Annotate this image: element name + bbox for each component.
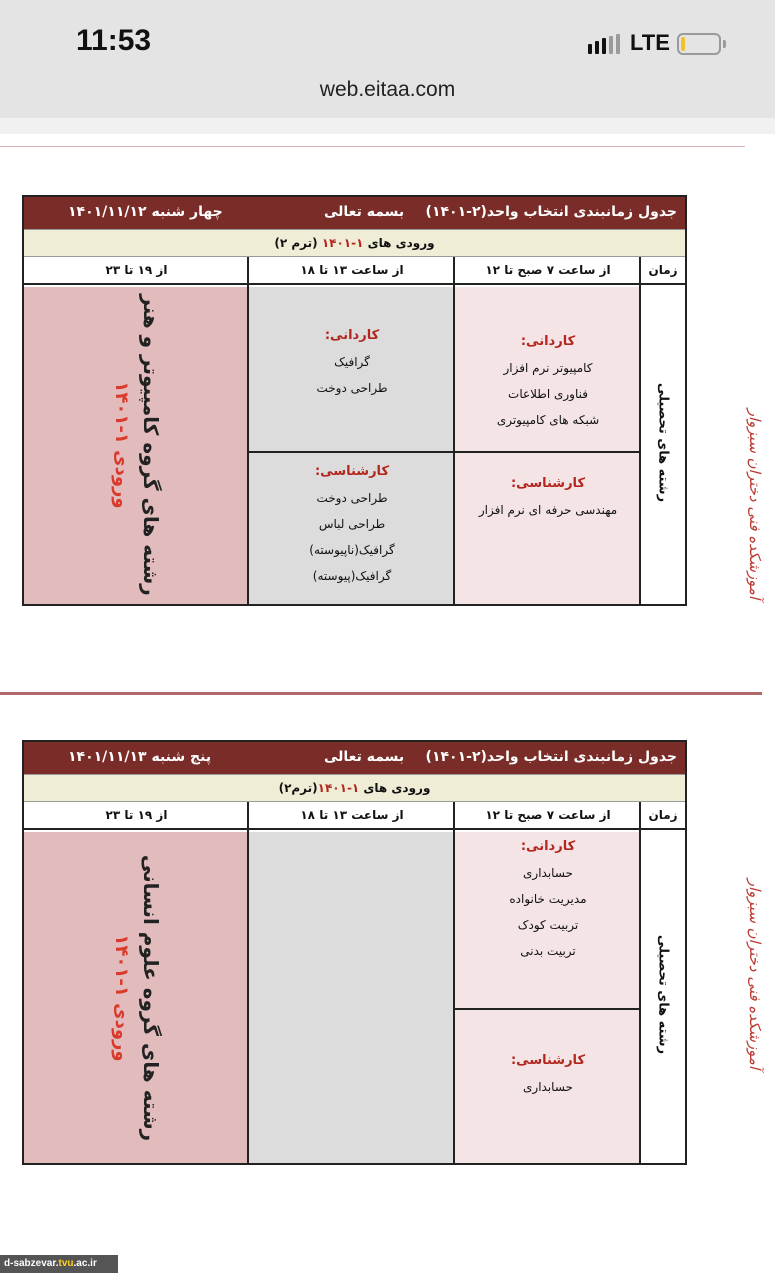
group-name: رشته های گروه علوم انسانی: [139, 854, 163, 1142]
schedule-subtitle: [24, 774, 685, 802]
site-footer-badge[interactable]: [0, 1255, 118, 1273]
col-afternoon-header: از ساعت ۱۳ تا ۱۸: [249, 802, 455, 830]
grid-line: [639, 802, 641, 1163]
schedule-table-2: [22, 740, 687, 1165]
grid-line: [249, 451, 641, 453]
cell-item: طراحی دوخت: [316, 381, 388, 395]
col-afternoon-header: از ساعت ۱۳ تا ۱۸: [249, 257, 455, 285]
clock: 11:53: [76, 24, 152, 57]
evening-cell: [24, 832, 249, 1163]
evening-cell: [24, 287, 249, 604]
battery-cap: [723, 40, 726, 48]
subtitle-suffix: (ترم ۲): [274, 236, 322, 250]
row-label-cell: [641, 287, 685, 604]
evening-group-label: [106, 285, 166, 605]
schedule-basmala: بسمه تعالی: [324, 749, 405, 765]
cell-item: گرافیک(پیوسته): [312, 569, 392, 583]
status-bar: [0, 0, 775, 118]
grid-line: [453, 802, 455, 1163]
cell-item: مدیریت خانواده: [509, 892, 587, 906]
network-type: LTE: [630, 30, 670, 55]
schedule-date: چهار شنبه ۱۴۰۱/۱۱/۱۲: [68, 204, 223, 220]
cell-item: گرافیک: [334, 355, 370, 369]
cell-heading: کارشناسی:: [510, 1053, 586, 1068]
cell-item: فناوری اطلاعات: [508, 387, 588, 401]
time-label-header: زمان: [641, 802, 685, 830]
col-evening-header: از ۱۹ تا ۲۳: [24, 257, 249, 285]
group-entry: ورودی ۱-۱۴۰۱: [111, 934, 132, 1062]
page-top-band: [0, 118, 775, 134]
grid-line: [247, 802, 249, 1163]
schedule-date: پنج شنبه ۱۴۰۱/۱۱/۱۳: [68, 749, 212, 765]
cell-item: گرافیک(ناپیوسته): [309, 543, 395, 557]
grid-line: [639, 257, 641, 604]
row-label-cell: [641, 832, 685, 1163]
page-divider: [0, 692, 762, 695]
schedule-subtitle: [24, 229, 685, 257]
battery-icon: [677, 33, 721, 55]
morning-bachelor-cell: [455, 453, 641, 604]
cell-item: کامپیوتر نرم افزار: [503, 361, 593, 375]
grid-line: [247, 257, 249, 604]
cell-item: تربیت بدنی: [520, 944, 576, 958]
schedule-table-1: [22, 195, 687, 606]
subtitle-suffix: (ترم۲): [278, 781, 318, 795]
schedule-title-bar: [24, 197, 685, 229]
institution-watermark: آموزشکده فنی دختران سبزوار: [746, 878, 765, 1070]
footer-domain-prefix: d-sabzevar.: [4, 1258, 59, 1269]
cell-heading: کارشناسی:: [314, 464, 390, 479]
cell-item: شبکه های کامپیوتری: [496, 413, 600, 427]
cell-heading: کاردانی:: [520, 334, 576, 349]
grid-line: [455, 1008, 641, 1010]
morning-associate-cell: [455, 287, 641, 451]
battery-level: [681, 37, 685, 51]
evening-group-label: [106, 838, 166, 1158]
subtitle-prefix: ورودی های: [359, 781, 431, 795]
cell-item: طراحی دوخت: [316, 491, 388, 505]
morning-bachelor-cell: [455, 1010, 641, 1163]
time-label-header: زمان: [641, 257, 685, 285]
schedule-title-bar: [24, 742, 685, 774]
page-top-line: [0, 146, 745, 147]
schedule-basmala: بسمه تعالی: [324, 204, 405, 220]
cell-item: حسابداری: [523, 866, 573, 880]
col-morning-header: از ساعت ۷ صبح تا ۱۲: [455, 257, 641, 285]
subtitle-highlight: ۱-۱۴۰۱: [317, 781, 360, 795]
afternoon-bachelor-cell: [249, 453, 455, 604]
cell-heading: کارشناسی:: [510, 476, 586, 491]
afternoon-associate-cell: [249, 287, 455, 451]
group-entry: ورودی ۱-۱۴۰۱: [111, 381, 132, 509]
schedule-title: جدول زمانبندی انتخاب واحد(۲-۱۴۰۱): [425, 749, 677, 765]
afternoon-cell-empty: [249, 832, 455, 1163]
cell-heading: کاردانی:: [520, 839, 576, 854]
cell-item: حسابداری: [523, 1080, 573, 1094]
cell-item: مهندسی حرفه ای نرم افزار: [478, 503, 618, 517]
subtitle-highlight: ۱-۱۴۰۱: [321, 236, 364, 250]
schedule-title: جدول زمانبندی انتخاب واحد(۲-۱۴۰۱): [425, 204, 677, 220]
cell-item: تربیت کودک: [517, 918, 579, 932]
grid-line: [453, 257, 455, 604]
group-name: رشته های گروه کامپیوتر و هنر: [139, 294, 163, 596]
footer-domain-highlight: tvu: [58, 1258, 74, 1269]
morning-associate-cell: [455, 832, 641, 1008]
institution-watermark: آموزشکده فنی دختران سبزوار: [746, 408, 765, 600]
col-morning-header: از ساعت ۷ صبح تا ۱۲: [455, 802, 641, 830]
cell-item: طراحی لباس: [318, 517, 386, 531]
cell-heading: کاردانی:: [324, 328, 380, 343]
subtitle-prefix: ورودی های: [363, 236, 435, 250]
row-label: رشته های تحصیلی: [655, 934, 671, 1055]
col-evening-header: از ۱۹ تا ۲۳: [24, 802, 249, 830]
address-bar-url[interactable]: web.eitaa.com: [319, 78, 456, 101]
footer-domain-suffix: .ac.ir: [73, 1258, 97, 1269]
row-label: رشته های تحصیلی: [655, 382, 671, 503]
signal-bars-icon: [588, 34, 624, 54]
